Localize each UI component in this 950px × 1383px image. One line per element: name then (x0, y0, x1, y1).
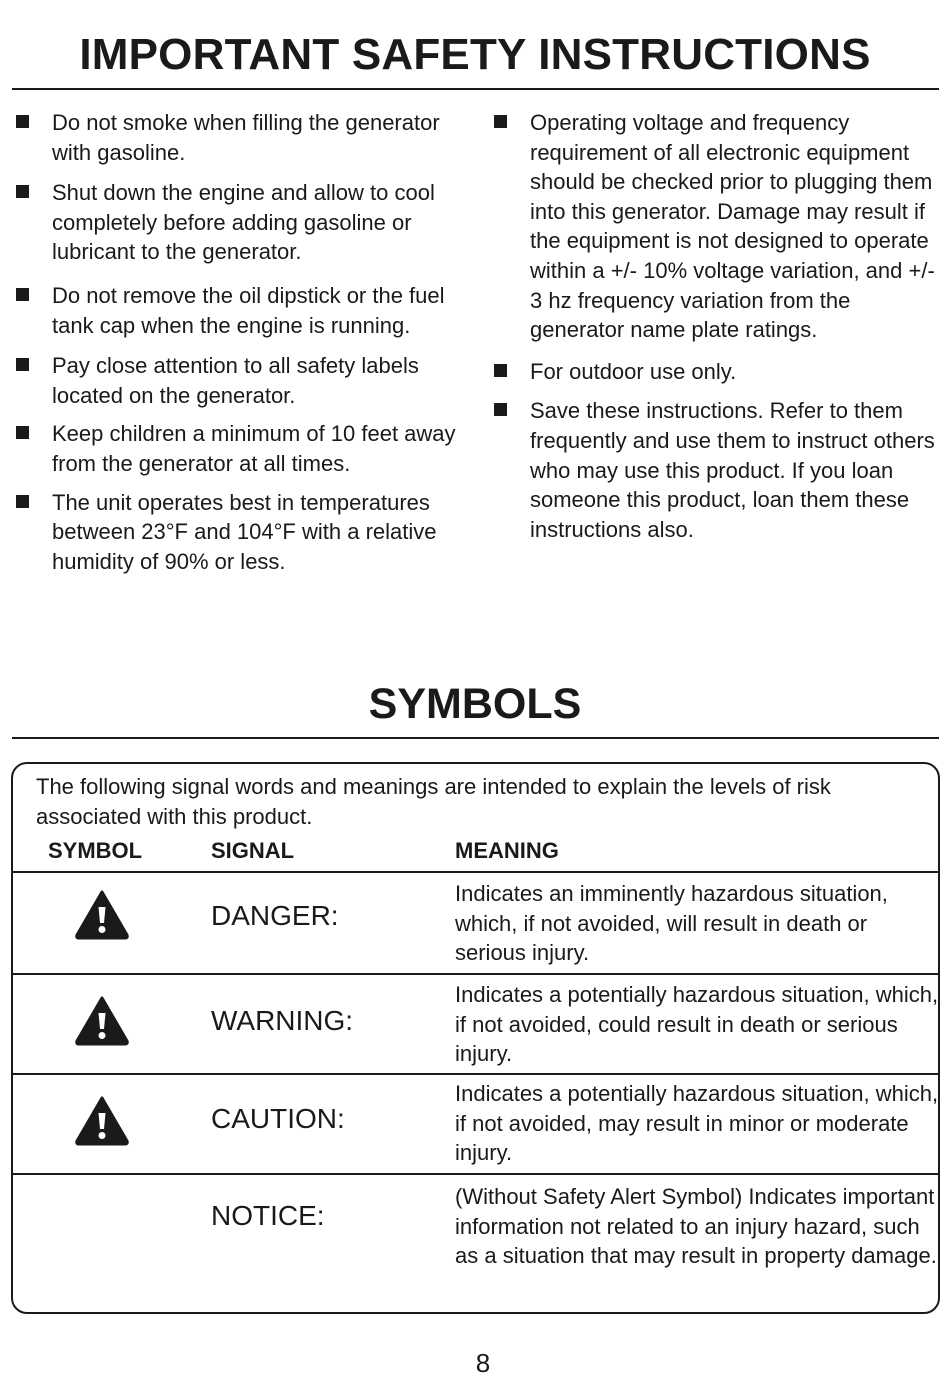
bullet-item: Keep children a minimum of 10 feet away from the generator at all times. (14, 419, 469, 478)
table-row-danger (13, 873, 938, 973)
bullet-square-icon (16, 495, 29, 508)
bullet-square-icon (16, 358, 29, 371)
header-signal: SIGNAL (211, 838, 295, 863)
page-number: 8 (475, 1348, 491, 1378)
bullet-item: The unit operates best in temperatures between 23°F and 104°F with a relative humidity of 90% or less. (14, 488, 469, 577)
symbols-title: SYMBOLS (368, 680, 582, 728)
warning-triangle-icon (74, 1095, 130, 1147)
bullet-item: Pay close attention to all safety labels located on the generator. (14, 351, 469, 410)
right-bullet-column (492, 108, 937, 544)
title-divider (12, 88, 939, 90)
signal-warning: WARNING: (211, 1005, 354, 1036)
bullet-item: Do not smoke when filling the generator with gasoline. (14, 108, 469, 167)
bullet-square-icon (494, 403, 507, 416)
left-bullet-column (14, 108, 469, 576)
meaning-caution: Indicates a potentially hazardous situation, which, if not avoided, may result in minor or moderate injury. (455, 1081, 939, 1165)
signal-notice: NOTICE: (211, 1200, 325, 1231)
warning-triangle-icon (74, 995, 130, 1047)
signal-danger: DANGER: (211, 900, 339, 931)
bullet-square-icon (494, 115, 507, 128)
table-row-caution (13, 1075, 938, 1173)
meaning-warning: Indicates a potentially hazardous situation, which, if not avoided, could result in death or serious injury. (455, 982, 939, 1066)
bullet-item: Save these instructions. Refer to them frequently and use them to instruct others who may use this product. If you loan someone this product, loan them these instructions also. (492, 396, 937, 544)
table-row-notice (13, 1175, 938, 1310)
table-row-warning (13, 975, 938, 1073)
bullet-item: For outdoor use only. (492, 357, 937, 387)
symbols-table (11, 762, 940, 1314)
symbols-divider (12, 737, 939, 739)
bullet-square-icon (494, 364, 507, 377)
warning-triangle-icon (74, 889, 130, 941)
bullet-square-icon (16, 288, 29, 301)
bullet-item: Do not remove the oil dipstick or the fuel tank cap when the engine is running. (14, 281, 469, 340)
header-symbol: SYMBOL (48, 838, 143, 863)
header-meaning: MEANING (455, 838, 559, 863)
bullet-square-icon (16, 115, 29, 128)
page-title: IMPORTANT SAFETY INSTRUCTIONS (79, 30, 871, 79)
bullet-item: Operating voltage and frequency requirement of all electronic equipment should be checked prior to plugging them into this generator. Damage may result if the equipment is not designed to operate within a +/- 10% voltage variation, and +/- 3 hz frequency variation from the generator name plate ratings. (492, 108, 937, 345)
symbols-intro: The following signal words and meanings are intended to explain the levels of risk associated with this product. (36, 774, 831, 829)
bullet-item: Shut down the engine and allow to cool completely before adding gasoline or lubricant to the generator. (14, 178, 469, 267)
meaning-danger: Indicates an imminently hazardous situation, which, if not avoided, will result in death or serious injury. (455, 881, 888, 965)
signal-caution: CAUTION: (211, 1103, 345, 1134)
bullet-square-icon (16, 426, 29, 439)
meaning-notice: (Without Safety Alert Symbol) Indicates important information not related to an injury hazard, such as a situation that may result in property damage. (455, 1184, 937, 1268)
bullet-square-icon (16, 185, 29, 198)
